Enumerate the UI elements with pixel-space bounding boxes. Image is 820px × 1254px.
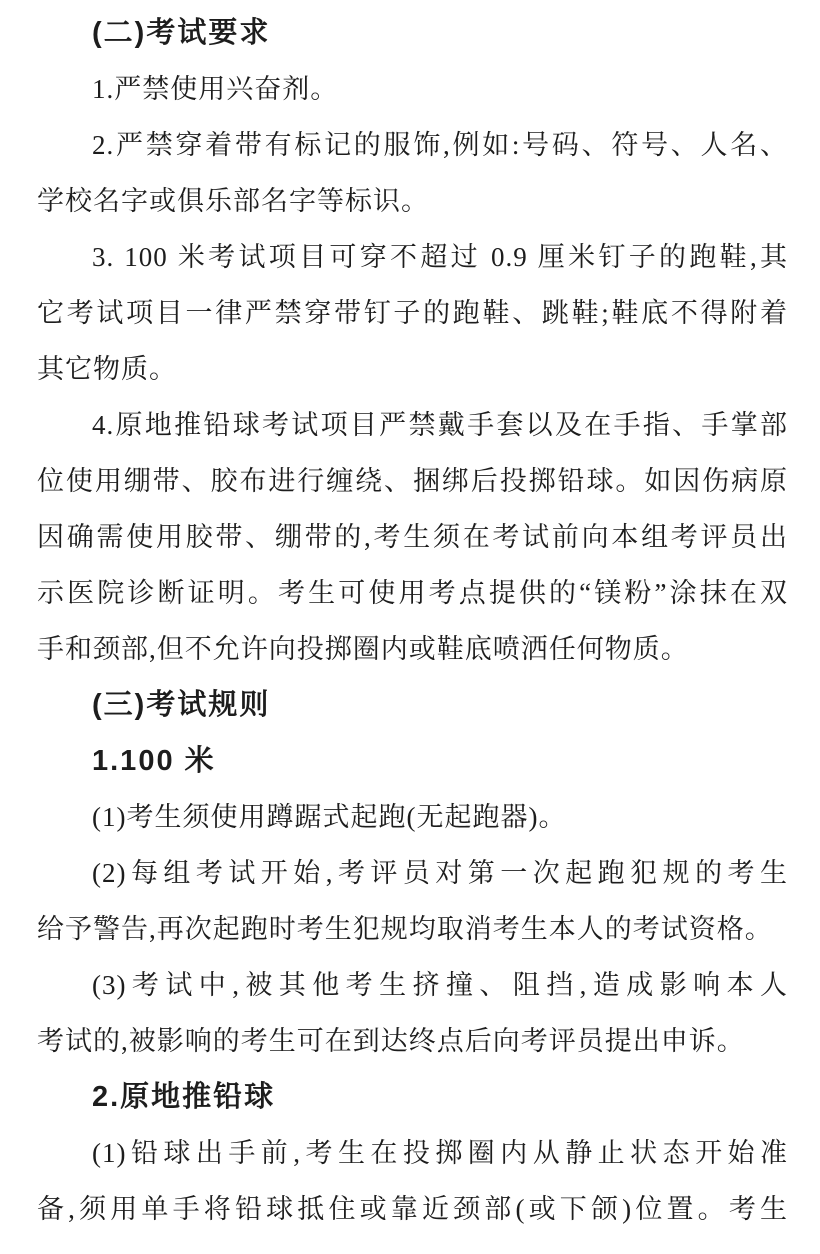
rule-spike-shoes-cont-2: 其它物质。: [37, 354, 177, 384]
rule-no-marked-clothing: 2.严禁穿着带有标记的服饰,例如:号码、符号、人名、: [92, 130, 788, 160]
heading-shotput: 2.原地推铅球: [92, 1081, 276, 1113]
rule-100m-3: (3)考试中,被其他考生挤撞、阻挡,造成影响本人: [92, 970, 788, 1000]
rule-100m-3-cont: 考试的,被影响的考生可在到达终点后向考评员提出申诉。: [37, 1026, 745, 1056]
rule-shotput-1-cont: 备,须用单手将铅球抵住或靠近颈部(或下颌)位置。考生: [37, 1194, 788, 1224]
rule-shotput-no-gloves-cont-1: 位使用绷带、胶布进行缠绕、捆绑后投掷铅球。如因伤病原: [37, 466, 788, 496]
heading-exam-rules: (三)考试规则: [92, 689, 271, 721]
rule-no-stimulants: 1.严禁使用兴奋剂。: [92, 74, 339, 104]
rule-100m-2: (2)每组考试开始,考评员对第一次起跑犯规的考生: [92, 858, 788, 888]
rule-100m-2-cont: 给予警告,再次起跑时考生犯规均取消考生本人的考试资格。: [37, 914, 773, 944]
rule-spike-shoes: 3. 100 米考试项目可穿不超过 0.9 厘米钉子的跑鞋,其: [92, 242, 788, 272]
rule-100m-1: (1)考生须使用蹲踞式起跑(无起跑器)。: [92, 802, 567, 832]
rule-shotput-no-gloves-cont-4: 手和颈部,但不允许向投掷圈内或鞋底喷洒任何物质。: [37, 634, 689, 664]
rule-no-marked-clothing-cont: 学校名字或俱乐部名字等标识。: [37, 186, 429, 216]
heading-exam-requirements: (二)考试要求: [92, 17, 271, 49]
rule-shotput-no-gloves-cont-2: 因确需使用胶带、绷带的,考生须在考试前向本组考评员出: [37, 522, 788, 552]
rule-shotput-1: (1)铅球出手前,考生在投掷圈内从静止状态开始准: [92, 1138, 788, 1168]
rule-shotput-no-gloves-cont-3: 示医院诊断证明。考生可使用考点提供的“镁粉”涂抹在双: [37, 578, 788, 608]
heading-100m: 1.100 米: [92, 745, 216, 777]
rule-shotput-no-gloves: 4.原地推铅球考试项目严禁戴手套以及在手指、手掌部: [92, 410, 788, 440]
rule-spike-shoes-cont-1: 它考试项目一律严禁穿带钉子的跑鞋、跳鞋;鞋底不得附着: [37, 298, 788, 328]
